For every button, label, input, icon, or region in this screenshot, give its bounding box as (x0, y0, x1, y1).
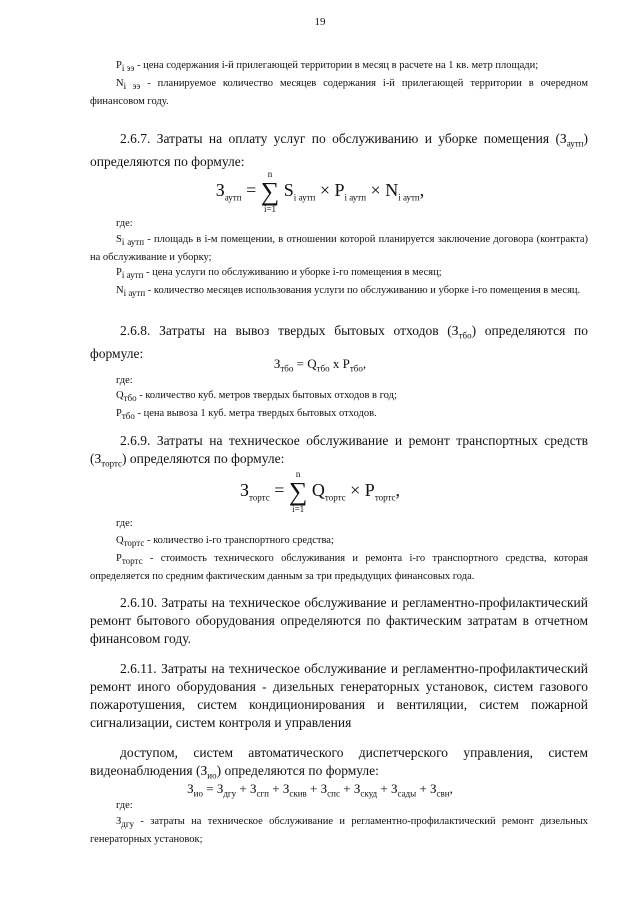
section-2-6-7-heading: 2.6.7. Затраты на оплату услуг по обслуживанию и уборке помещения $(З_{аутп})$ определяются по формуле: (90, 131, 588, 169)
section-2-6-10: 2.6.10. Затраты на техническое обслуживание и регламентно-профилактический ремонт бытового оборудования определяются по фактическим затратам в отчетном финансовом году. (90, 595, 588, 646)
definition-q: $Q_{тбо}$ - количество куб. метров твердых бытовых отходов в год; (116, 390, 397, 404)
definition-p: $P_{тортс}$ - стоимость технического обслуживания и ремонта i-го транспортного средства, которая определяется по средним фактическим данным за три предыдущих финансовых года. (90, 553, 588, 583)
definition-dgu: $З_{дгу}$ - затраты на техническое обслуживание и регламентно-профилактический ремонт дизельных генераторных установок; (90, 816, 588, 846)
section-2-6-11: 2.6.11. Затраты на техническое обслуживание и регламентно-профилактический ремонт иного оборудования - дизельных генераторных установок, систем газового пожаротушения, систем кондиционирования и вентиляции, систем пожарной сигнализации, систем контроля и управления (90, 661, 588, 730)
section-2-6-7-definitions (90, 232, 588, 301)
term: $З_{дгу}$ (216, 781, 237, 799)
where-label: где: (116, 518, 133, 529)
definition-n: $N_{i аутп}$ - количество месяцев использования услуги по обслуживанию и уборке i-го помещения в месяц. (116, 285, 581, 299)
term: $З_{скив}$ (282, 781, 307, 799)
formula-2-6-7: $З_{аутп}$ = n ∑ i=1 $S_{i аутп} \times P_{i аутп} \times N_{i аутп}$, (215, 169, 425, 214)
term: $З_{сады}$ (390, 781, 417, 799)
where-label: где: (116, 800, 133, 811)
term: $З_{свн}$ (430, 781, 450, 799)
sum-sign: n ∑ i=1 (260, 169, 280, 214)
where-label: где: (116, 375, 133, 386)
term: $З_{скуд}$ (353, 781, 378, 799)
formula-2-6-8: $З_{тбо} = Q_{тбо}$ x $P_{тбо}$, (273, 356, 367, 374)
term: $З_{сгп}$ (249, 781, 269, 799)
section-2-6-11-continued: доступом, систем автоматического диспетчерского управления, систем видеонаблюдения $(З_{ио})$ определяются по формуле: (90, 745, 588, 781)
definition-q: $Q_{тортс}$ - количество i-го транспортного средства; (116, 535, 334, 549)
definition-s: $S_{i аутп}$ - площадь в i-м помещении, в отношении которой планируется заключение договора (контракта) на обслуживание и уборку; (90, 234, 588, 264)
term: $З_{спс}$ (320, 781, 340, 799)
sum-sign: n ∑ i=1 (288, 469, 308, 514)
definition-p: $P_{i аутп}$ - цена услуги по обслуживанию и уборке i-го помещения в месяц; (116, 267, 442, 281)
formula-2-6-11: $З_{ио} = З_{дгу} + З_{сгп} + З_{скив} + З_{спс} + З_{скуд} + З_{сады} + З_{свн}$, (187, 781, 453, 799)
definition-p-ee: $P_{i ээ}$ - цена содержания i-й прилегающей территории в месяц в расчете на 1 кв. метр площади; (116, 60, 539, 74)
section-2-6-8-definitions (90, 388, 588, 424)
definition-n-ee: $N_{i ээ}$ - планируемое количество месяцев содержания i-й прилегающей территории в очередном финансовом году. (90, 78, 588, 108)
section-2-6-9-heading: 2.6.9. Затраты на техническое обслуживание и ремонт транспортных средств $(З_{тортс})$ определяются по формуле: (90, 433, 588, 469)
section-2-6-9-definitions (90, 533, 588, 584)
intro-definitions (90, 58, 588, 109)
definition-p: $P_{тбо}$ - цена вывоза 1 куб. метра твердых бытовых отходов. (116, 408, 377, 422)
formula-2-6-9: $З_{тортс}$ = n ∑ i=1 $Q_{тортс} \times P_{тортс}$, (239, 469, 401, 514)
where-label: где: (116, 218, 133, 229)
page-number: 19 (314, 16, 326, 28)
section-2-6-8-heading: 2.6.8. Затраты на вывоз твердых бытовых отходов $(З_{тбо})$ определяются по формуле: (90, 323, 588, 361)
section-2-6-11-definitions (90, 814, 588, 847)
